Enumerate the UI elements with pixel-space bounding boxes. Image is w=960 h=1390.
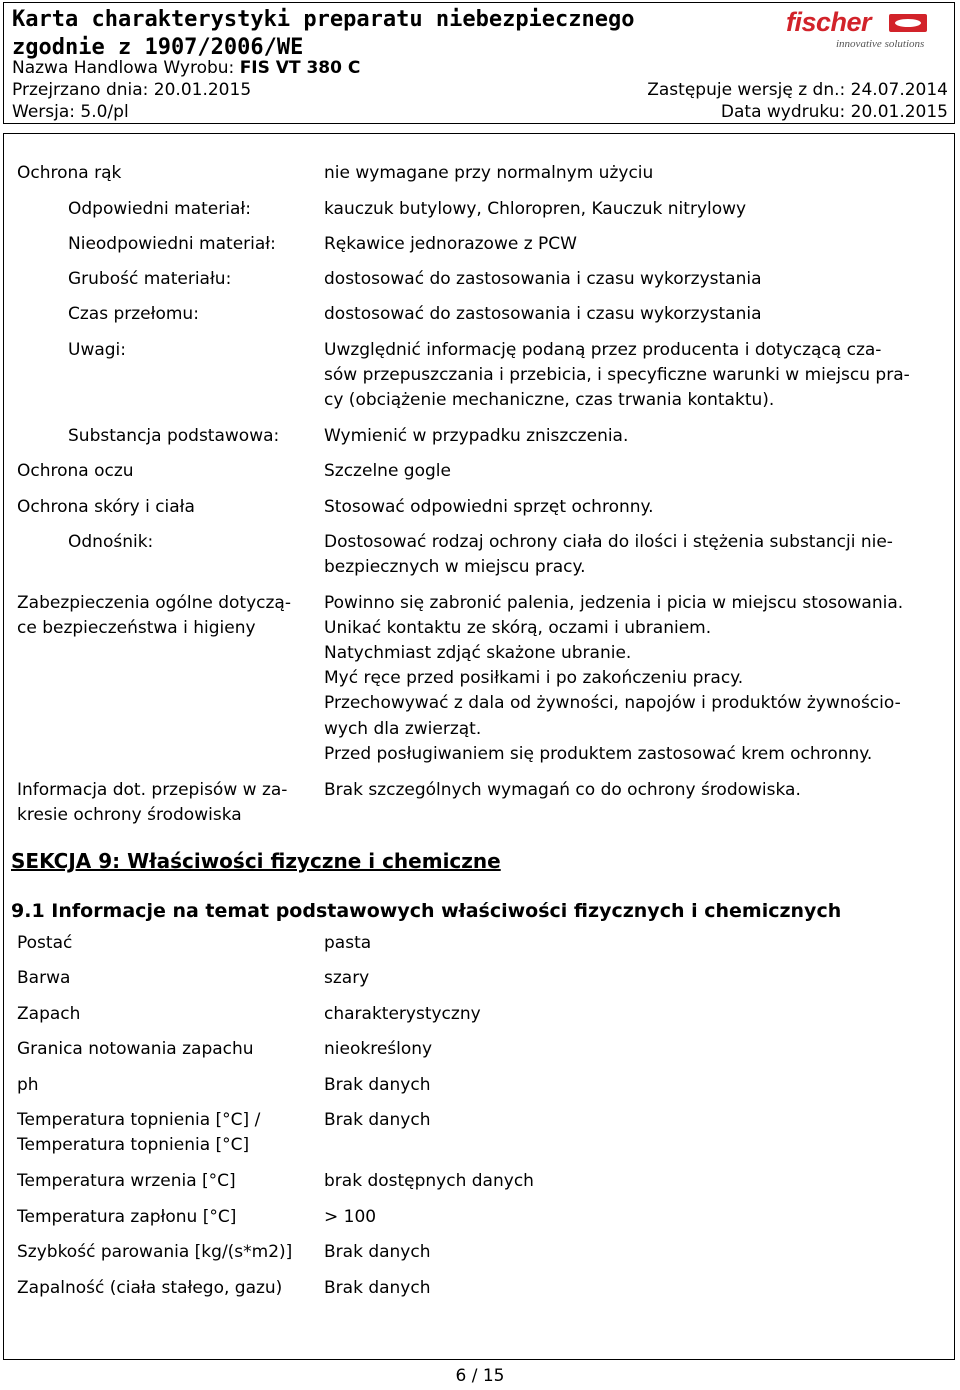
page-number: 6 / 15 (455, 1366, 505, 1386)
property-value: Brak danych (324, 1075, 431, 1095)
row-value: Brak szczególnych wymagań co do ochrony środowiska. (324, 780, 801, 800)
row-value: bezpiecznych w miejscu pracy. (324, 557, 586, 577)
revised-date: 20.01.2015 (153, 80, 252, 100)
document-title-line2: zgodnie z 1907/2006/WE (12, 35, 304, 60)
property-value: szary (324, 968, 370, 988)
row-label: Ochrona skóry i ciała (17, 497, 195, 517)
row-value: Unikać kontaktu ze skórą, oczami i ubraniem. (324, 618, 712, 638)
row-value: cy (obciążenie mechaniczne, czas trwania kontaktu). (324, 390, 775, 410)
row-label: Odnośnik: (68, 532, 154, 552)
row-label: ce bezpieczeństwa i higieny (17, 618, 256, 638)
section-9-title: SEKCJA 9: Właściwości fizyczne i chemiczne (11, 849, 501, 873)
logo-tagline: innovative solutions (836, 38, 925, 50)
section-9-1-subtitle: 9.1 Informacje na temat podstawowych właściwości fizycznych i chemicznych (11, 900, 842, 922)
fischer-logo (786, 7, 946, 51)
row-label: Ochrona oczu (17, 461, 134, 481)
document-title-line1: Karta charakterystyki preparatu niebezpiecznego (12, 7, 635, 32)
logo-badge-icon (889, 14, 927, 32)
revised-line (12, 80, 251, 100)
row-value: nie wymagane przy normalnym użyciu (324, 163, 654, 183)
row-value: Uwzględnić informację podaną przez producenta i dotyczącą cza- (324, 340, 882, 360)
print-label: Data wydruku: (720, 102, 846, 122)
supersedes-label: Zastępuje wersję z dn.: (647, 80, 846, 100)
document-header (3, 2, 955, 124)
row-label: Czas przełomu: (68, 304, 199, 324)
row-value: kauczuk butylowy, Chloropren, Kauczuk nitrylowy (324, 199, 747, 219)
property-label: Zapach (17, 1004, 81, 1024)
version-line: Wersja: 5.0/pl (12, 102, 129, 122)
row-label: Uwagi: (68, 340, 127, 360)
property-label: Temperatura wrzenia [°C] (17, 1171, 236, 1191)
property-label: Temperatura zapłonu [°C] (17, 1207, 237, 1227)
row-label: Informacja dot. przepisów w za- (17, 780, 288, 800)
property-label: ph (17, 1075, 39, 1095)
property-label: Szybkość parowania [kg/(s*m2)] (17, 1242, 293, 1262)
row-label: Zabezpieczenia ogólne dotyczą- (17, 593, 291, 613)
product-name: FIS VT 380 C (239, 58, 361, 78)
property-label: Postać (17, 933, 73, 953)
row-value: Powinno się zabronić palenia, jedzenia i picia w miejscu stosowania. (324, 593, 904, 613)
property-value: Brak danych (324, 1278, 431, 1298)
property-value: > 100 (324, 1207, 377, 1227)
row-label: Nieodpowiedni materiał: (68, 234, 276, 254)
property-value: brak dostępnych danych (324, 1171, 534, 1191)
row-value: Natychmiast zdjąć skażone ubranie. (324, 643, 632, 663)
row-value: Przed posługiwaniem się produktem zastosować krem ochronny. (324, 744, 873, 764)
row-label: Substancja podstawowa: (68, 426, 280, 446)
document-content (3, 133, 955, 1360)
supersedes-date: 24.07.2014 (850, 80, 948, 100)
row-value: Przechowywać z dala od żywności, napojów i produktów żywnościo- (324, 693, 901, 713)
print-date-line (721, 102, 948, 122)
row-value: Dostosować rodzaj ochrony ciała do ilości i stężenia substancji nie- (324, 532, 893, 552)
row-label: Ochrona rąk (17, 163, 122, 183)
revised-label: Przejrzano dnia: (12, 80, 149, 100)
property-label: Granica notowania zapachu (17, 1039, 254, 1059)
row-value: Myć ręce przed posiłkami i po zakończeniu pracy. (324, 668, 744, 688)
logo-wordmark: fischer (786, 7, 872, 37)
row-value: dostosować do zastosowania i czasu wykorzystania (324, 304, 762, 324)
property-label: Temperatura topnienia [°C] (17, 1135, 250, 1155)
row-value: Stosować odpowiedni sprzęt ochronny. (324, 497, 654, 517)
row-label: Odpowiedni materiał: (68, 199, 251, 219)
row-value: sów przepuszczania i przebicia, i specyficzne warunki w miejscu pra- (324, 365, 910, 385)
property-label: Temperatura topnienia [°C] / (17, 1110, 261, 1130)
property-value: Brak danych (324, 1242, 431, 1262)
property-value: pasta (324, 933, 372, 953)
product-label: Nazwa Handlowa Wyrobu: (12, 58, 235, 78)
row-value: wych dla zwierząt. (324, 719, 482, 739)
row-value: dostosować do zastosowania i czasu wykorzystania (324, 269, 762, 289)
property-label: Barwa (17, 968, 71, 988)
row-value: Szczelne gogle (324, 461, 451, 481)
row-label: Grubość materiału: (68, 269, 232, 289)
row-value: Wymienić w przypadku zniszczenia. (324, 426, 629, 446)
product-line (12, 58, 360, 78)
supersedes-line (647, 80, 948, 100)
print-date: 20.01.2015 (850, 102, 948, 122)
property-value: Brak danych (324, 1110, 431, 1130)
row-label: kresie ochrony środowiska (17, 805, 242, 825)
row-value: Rękawice jednorazowe z PCW (324, 234, 577, 254)
property-value: nieokreślony (324, 1039, 433, 1059)
property-label: Zapalność (ciała stałego, gazu) (17, 1278, 283, 1298)
property-value: charakterystyczny (324, 1004, 481, 1024)
